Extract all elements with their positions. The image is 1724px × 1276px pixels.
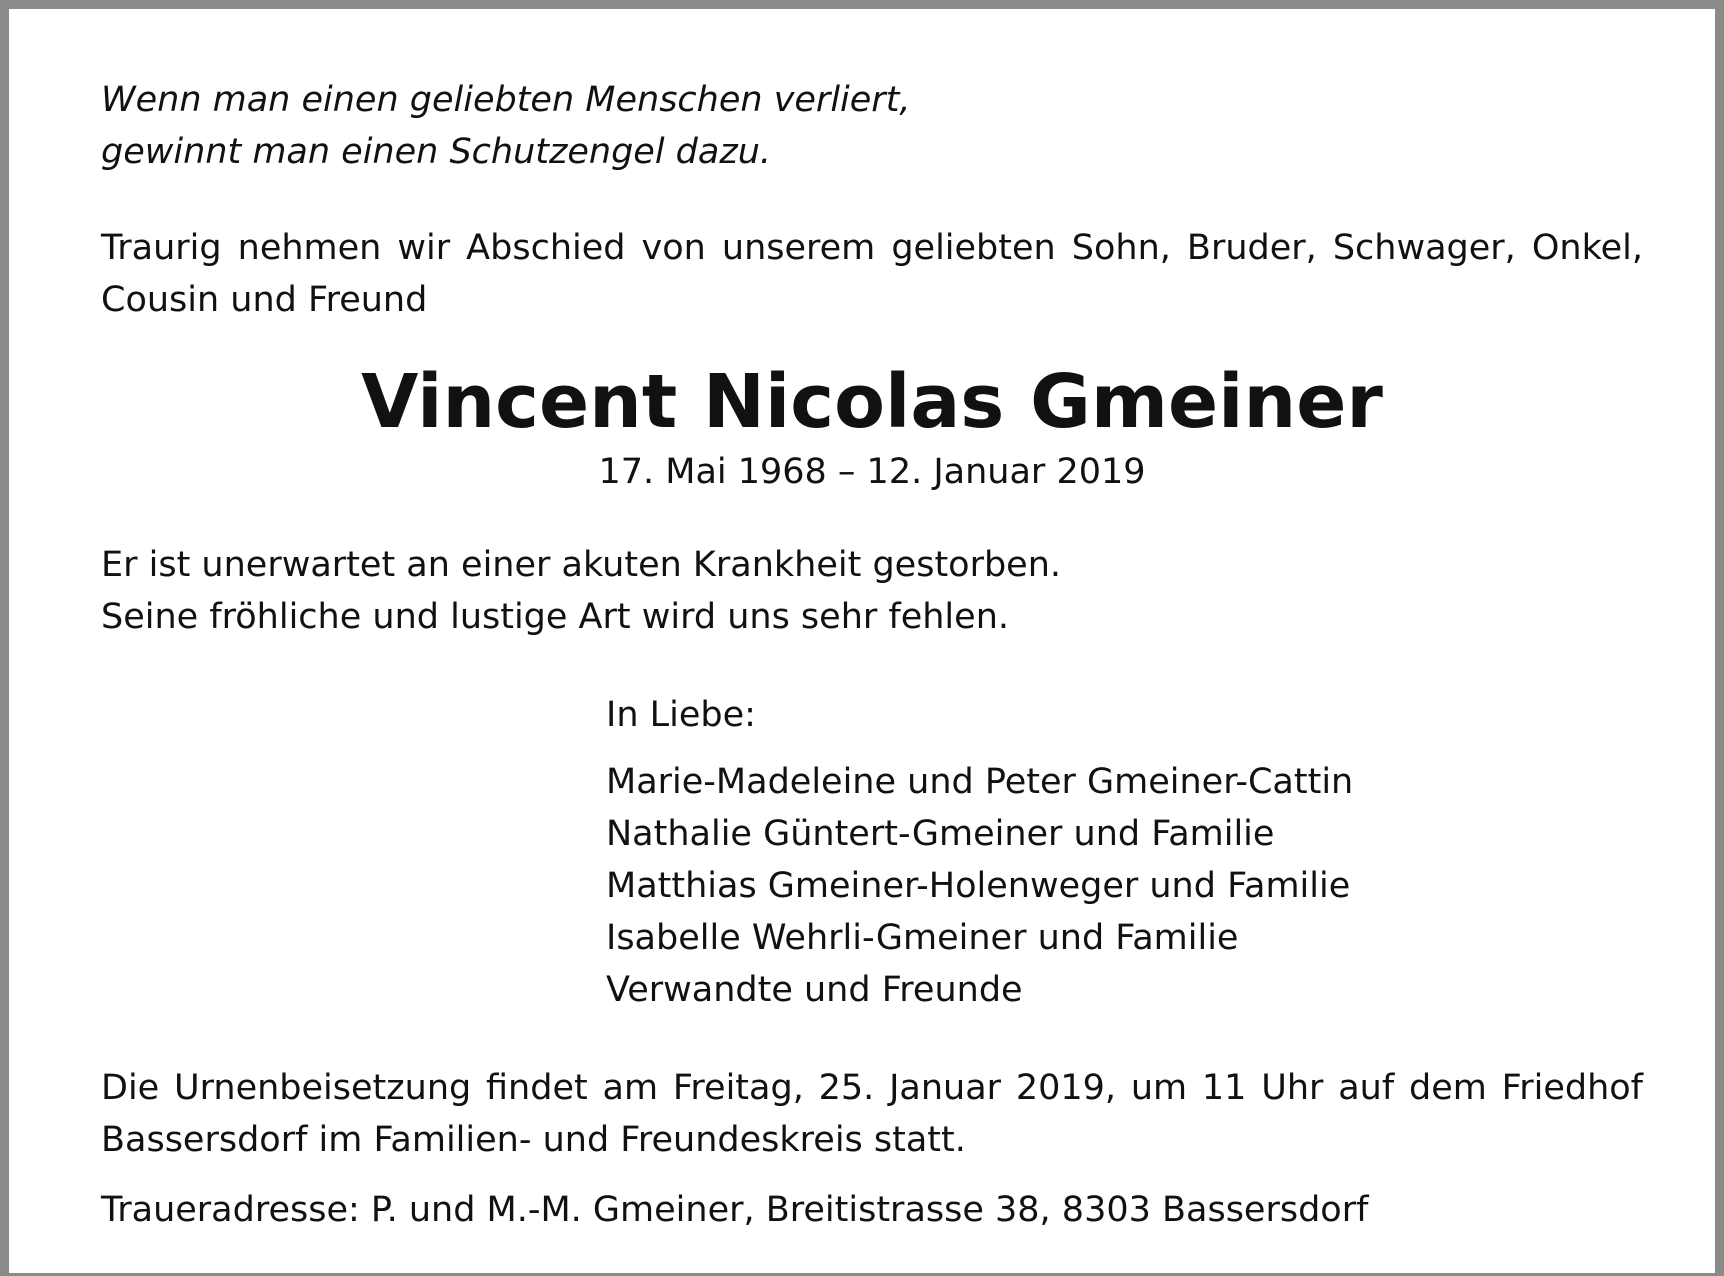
intro-line-2: Cousin und Freund <box>101 280 428 320</box>
mourner-name: Verwandte und Freunde <box>606 970 1023 1010</box>
mourner-name: Isabelle Wehrli-Gmeiner und Familie <box>606 918 1239 958</box>
motto-line-1: Wenn man einen geliebten Menschen verliert, <box>101 80 911 120</box>
burial-line-1: Die Urnenbeisetzung findet am Freitag, 25. Januar 2019, um 11 Uhr auf dem Friedhof <box>101 1068 1643 1108</box>
mourners-list <box>606 689 1506 1016</box>
mourning-address: Traueradresse: P. und M.-M. Gmeiner, Breitistrasse 38, 8303 Bassersdorf <box>101 1190 1369 1230</box>
mourner-name: Matthias Gmeiner-Holenweger und Familie <box>606 866 1351 906</box>
message-paragraph <box>101 539 1643 643</box>
intro-paragraph <box>101 222 1643 326</box>
mourner-name: Marie-Madeleine und Peter Gmeiner-Cattin <box>606 762 1354 802</box>
burial-paragraph <box>101 1062 1643 1166</box>
message-line-1: Er ist unerwartet an einer akuten Krankheit gestorben. <box>101 545 1062 585</box>
message-line-2: Seine fröhliche und lustige Art wird uns sehr fehlen. <box>101 597 1010 637</box>
motto-quote <box>101 74 1643 178</box>
mourners-heading: In Liebe: <box>606 695 756 735</box>
intro-line-1: Traurig nehmen wir Abschied von unserem geliebten Sohn, Bruder, Schwager, Onkel, <box>101 228 1643 268</box>
motto-line-2: gewinnt man einen Schutzengel dazu. <box>101 132 772 172</box>
deceased-name: Vincent Nicolas Gmeiner <box>361 359 1383 445</box>
life-dates: 17. Mai 1968 – 12. Januar 2019 <box>598 452 1146 492</box>
burial-line-2: Bassersdorf im Familien- und Freundeskreis statt. <box>101 1120 966 1160</box>
mourner-name: Nathalie Güntert-Gmeiner und Familie <box>606 814 1275 854</box>
